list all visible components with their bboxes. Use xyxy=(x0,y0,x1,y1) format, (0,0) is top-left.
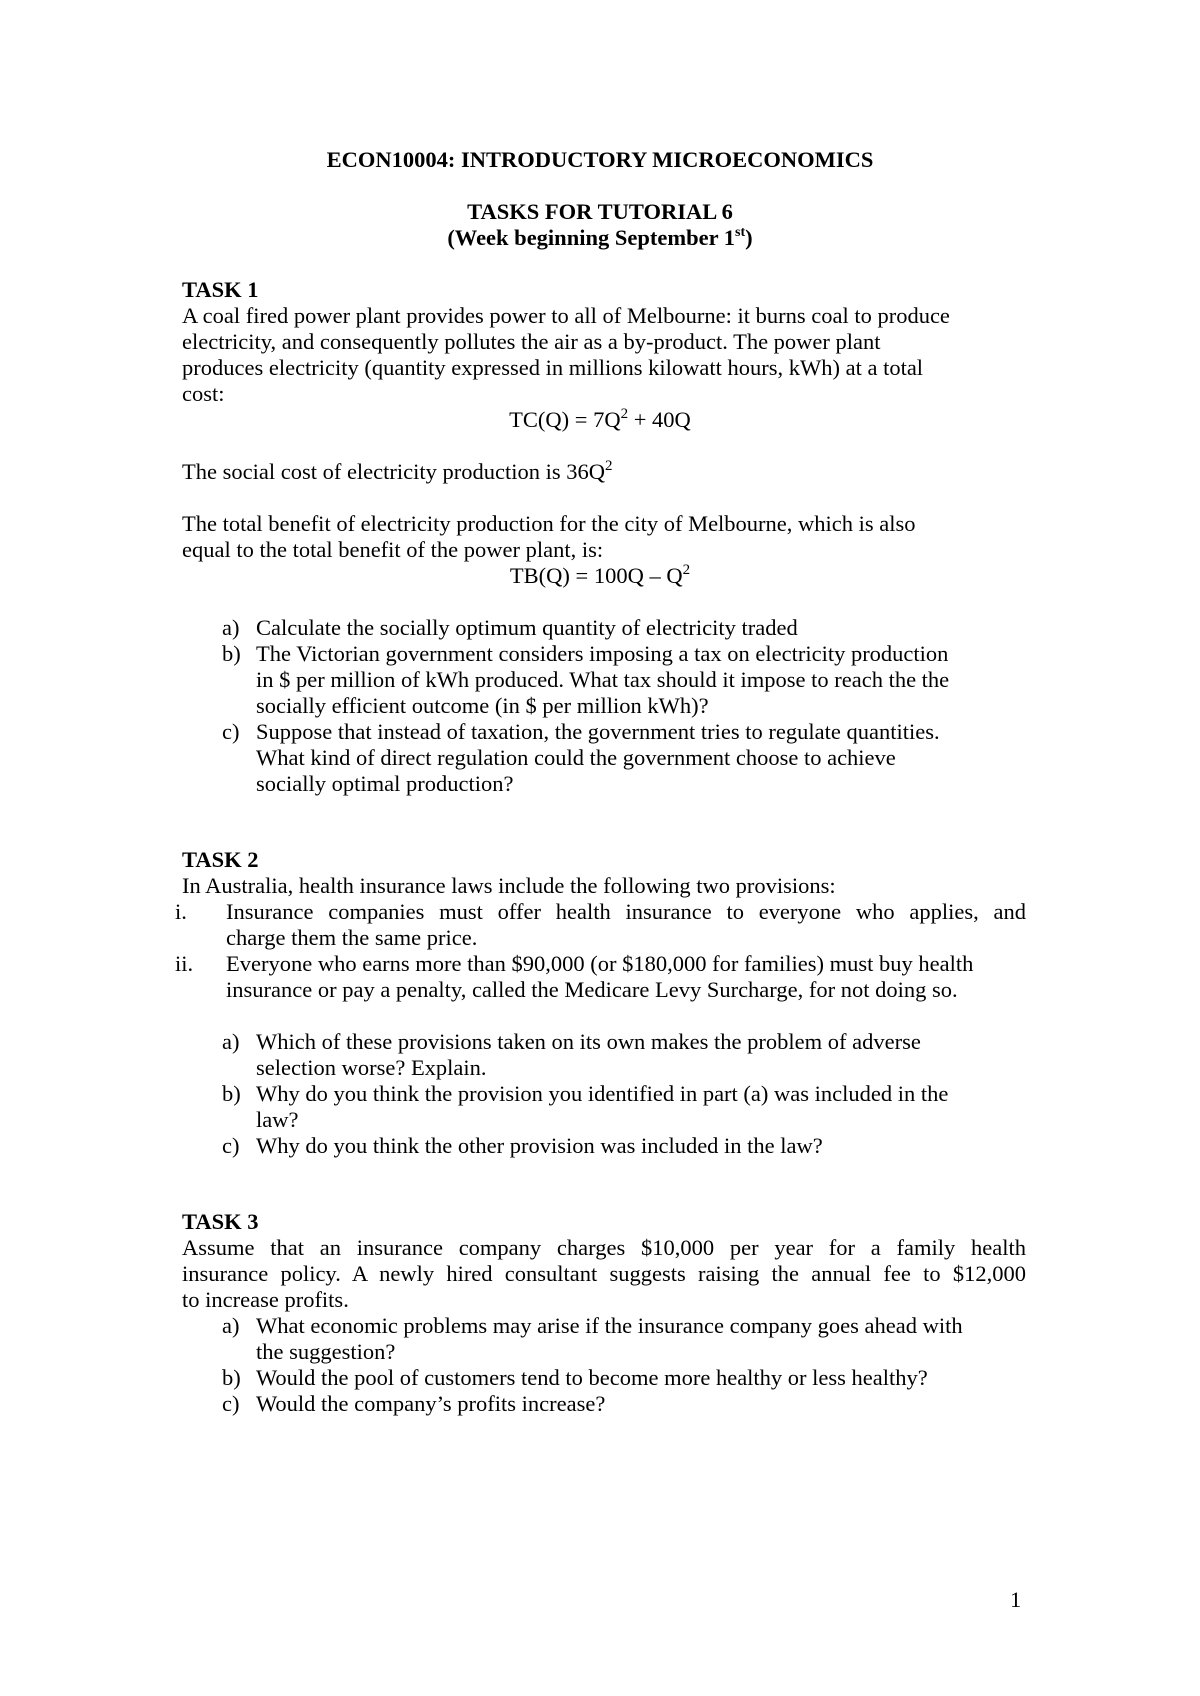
question-text: What economic problems may arise if the insurance company goes ahead with xyxy=(256,1313,963,1338)
task1-intro-line: A coal fired power plant provides power to all of Melbourne: it burns coal to produce xyxy=(182,303,950,328)
provision-label: ii. xyxy=(175,951,194,976)
task2-heading: TASK 2 xyxy=(182,847,259,872)
task3-intro-line: to increase profits. xyxy=(182,1287,349,1312)
social-cost-text: The social cost of electricity production is 36Q xyxy=(182,459,606,484)
question-text: in $ per million of kWh produced. What tax should it impose to reach the the xyxy=(256,667,950,692)
page-number: 1 xyxy=(1010,1587,1022,1612)
question-text: The Victorian government considers imposing a tax on electricity production xyxy=(256,641,949,666)
question-text: Calculate the socially optimum quantity of electricity traded xyxy=(256,615,798,640)
question-label: b) xyxy=(222,1365,241,1390)
task1-intro-line: produces electricity (quantity expressed in millions kilowatt hours, kWh) at a total xyxy=(182,355,924,380)
question-text: What kind of direct regulation could the government choose to achieve xyxy=(256,745,896,770)
tb-equation-main: TB(Q) = 100Q – Q xyxy=(509,563,683,588)
question-label: a) xyxy=(222,1029,240,1054)
question-label: c) xyxy=(222,1133,240,1158)
question-text: Why do you think the provision you identified in part (a) was included in the xyxy=(256,1081,949,1106)
question-label: b) xyxy=(222,1081,241,1106)
total-cost-equation xyxy=(0,406,1200,434)
provision-text: insurance or pay a penalty, called the Medicare Levy Surcharge, for not doing so. xyxy=(226,977,958,1002)
question-label: c) xyxy=(222,1391,240,1416)
task1-intro-line: electricity, and consequently pollutes the air as a by-product. The power plant xyxy=(182,329,881,354)
question-text: Suppose that instead of taxation, the government tries to regulate quantities. xyxy=(256,719,940,744)
tasks-title: TASKS FOR TUTORIAL 6 xyxy=(467,199,733,224)
question-text: Which of these provisions taken on its own makes the problem of adverse xyxy=(256,1029,921,1054)
benefit-line: The total benefit of electricity production for the city of Melbourne, which is also xyxy=(182,511,916,536)
question-text: the suggestion? xyxy=(256,1339,396,1364)
provision-text: Insurance companies must offer health insurance to everyone who applies, and xyxy=(226,899,1026,924)
tc-exponent: 2 xyxy=(620,406,629,422)
social-cost-exponent: 2 xyxy=(605,458,613,474)
question-label: c) xyxy=(222,719,240,744)
provision-text: charge them the same price. xyxy=(226,925,478,950)
question-label: a) xyxy=(222,615,240,640)
tb-exponent: 2 xyxy=(682,562,691,578)
task1-intro-line: cost: xyxy=(182,381,225,406)
question-text: Would the company’s profits increase? xyxy=(256,1391,606,1416)
week-subtitle xyxy=(0,224,1200,252)
question-text: socially efficient outcome (in $ per million kWh)? xyxy=(256,693,709,718)
week-suffix: ) xyxy=(745,225,753,250)
question-label: a) xyxy=(222,1313,240,1338)
week-superscript: st xyxy=(735,225,746,240)
task1-heading: TASK 1 xyxy=(182,277,259,302)
task3-intro-line: Assume that an insurance company charges $10,000 per year for a family health xyxy=(182,1235,1026,1260)
question-text: Why do you think the other provision was included in the law? xyxy=(256,1133,823,1158)
benefit-line: equal to the total benefit of the power plant, is: xyxy=(182,537,604,562)
provision-text: Everyone who earns more than $90,000 (or $180,000 for families) must buy health xyxy=(226,951,974,976)
task3-intro-line: insurance policy. A newly hired consultant suggests raising the annual fee to $12,000 xyxy=(182,1261,1026,1286)
question-text: socially optimal production? xyxy=(256,771,514,796)
course-title: ECON10004: INTRODUCTORY MICROECONOMICS xyxy=(326,147,874,172)
question-label: b) xyxy=(222,641,241,666)
tc-equation-main: TC(Q) = 7Q xyxy=(509,407,621,432)
task2-intro: In Australia, health insurance laws include the following two provisions: xyxy=(182,873,836,898)
question-text: law? xyxy=(256,1107,299,1132)
week-prefix: (Week beginning September 1 xyxy=(447,225,736,250)
question-text: selection worse? Explain. xyxy=(256,1055,487,1080)
provision-label: i. xyxy=(175,899,187,924)
social-cost-statement xyxy=(182,458,613,486)
total-benefit-equation xyxy=(0,562,1200,590)
tc-equation-rest: + 40Q xyxy=(628,407,691,432)
task3-heading: TASK 3 xyxy=(182,1209,259,1234)
question-text: Would the pool of customers tend to become more healthy or less healthy? xyxy=(256,1365,928,1390)
